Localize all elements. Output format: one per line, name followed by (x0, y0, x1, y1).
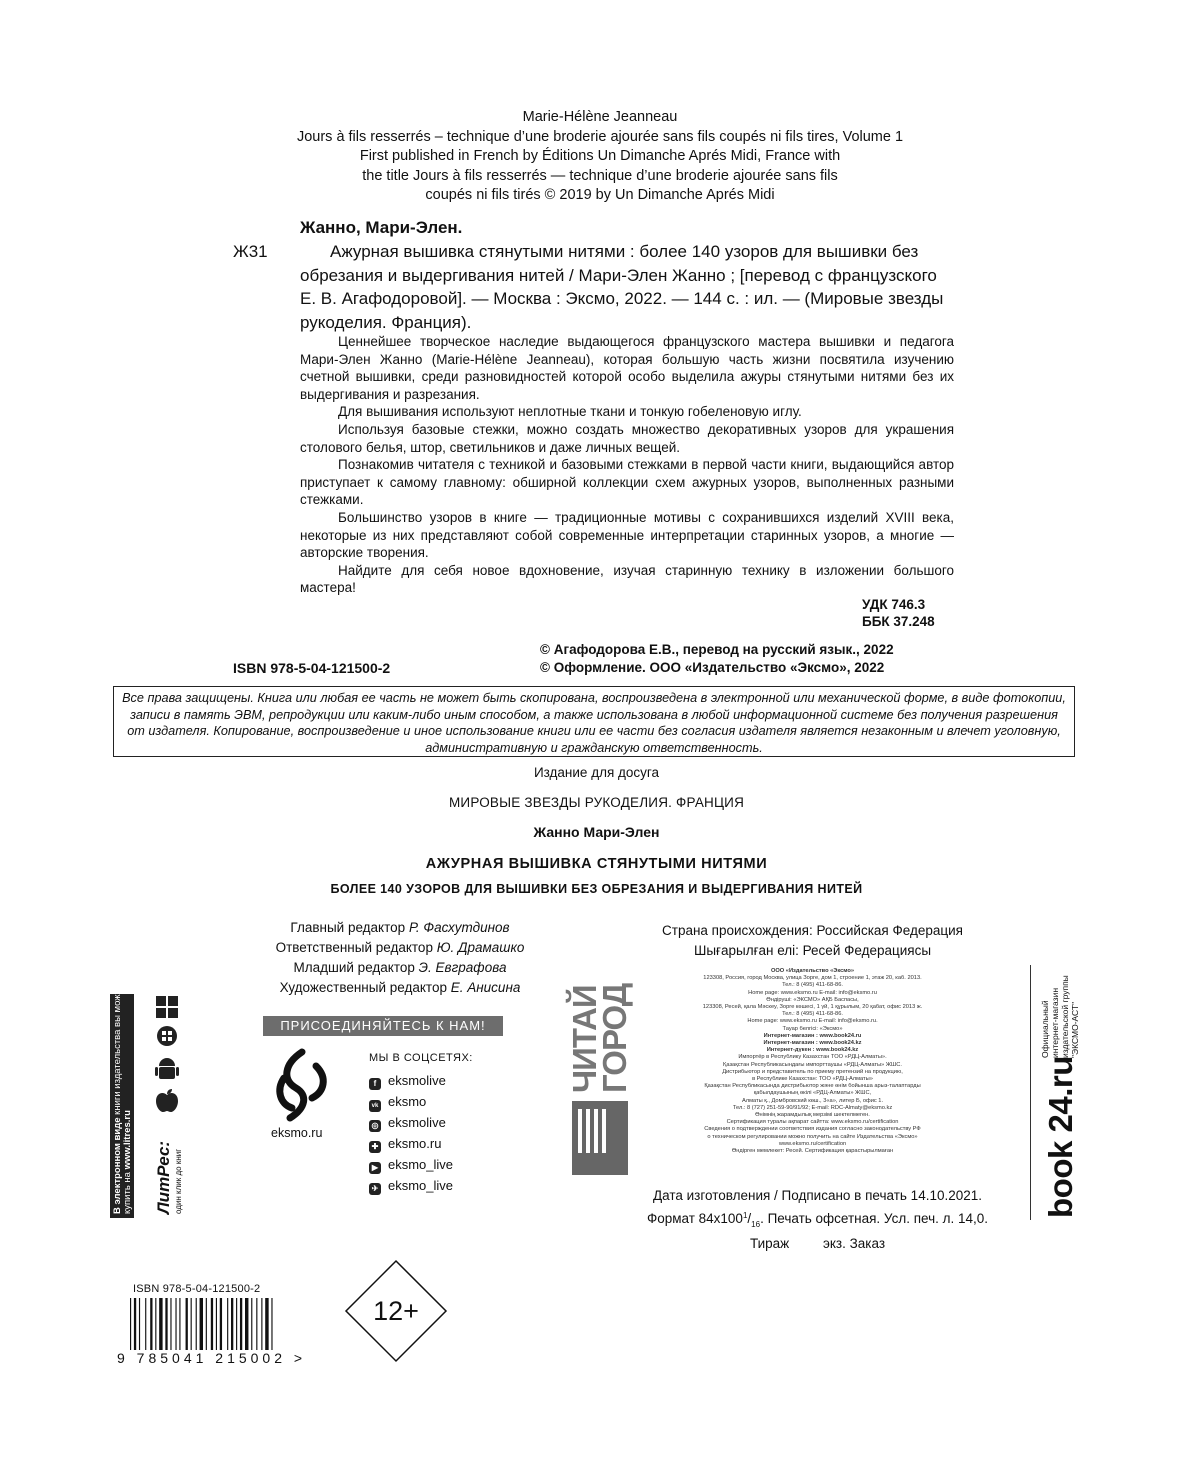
barcode-bar (245, 1298, 248, 1350)
format-separator: / (747, 1210, 752, 1226)
publisher-info-line: Тел.: 8 (495) 411-68-86. (782, 1011, 843, 1018)
android-icon (155, 1058, 179, 1079)
telegram-icon: ✈ (369, 1183, 381, 1195)
book24-desc-line: "ЭКСМО-АСТ" (1070, 1001, 1080, 1058)
publisher-info-line: ООО «Издательство «Эксмо» (770, 968, 855, 974)
social-label: eksmo (388, 1094, 427, 1109)
barcode-bar (145, 1298, 146, 1350)
country-ru: Страна происхождения: Российская Федерация (662, 923, 963, 938)
rights-notice-text: Все права защищены. Книга или любая ее часть не может быть скопирована, воспроизведена в электронной или механической форме, в виде фотокопии, записи в память ЭВМ, репродукции или каким-либо иным способом, а также использована в любой информационной системе без получения разрешения от издателя. Копирование, воспроизведение и иное использование книги или ее части без согласия издателя является незаконным и влечет уголовную, административную и гражданскую ответственность. (122, 691, 1066, 755)
youtube-icon: ▶ (369, 1162, 381, 1174)
format-denominator: 16 (751, 1219, 761, 1229)
book24-desc-line: интернет-магазин (1050, 987, 1060, 1058)
publisher-info-line: Өндірген мемлекет: Ресей. Сертификация қарастырылмаған (731, 1148, 894, 1155)
barcode-bar (150, 1298, 152, 1350)
copyright-block (540, 641, 894, 676)
social-label: eksmo_live (388, 1178, 454, 1193)
edition-author: Жанно Мари-Элен (533, 824, 660, 840)
publisher-info-line: 123308, Ресей, қала Мәскеу, Зорге көшесі, 1 үй, 1 құрылым, 20 қабат, офис 2013 ж. (702, 1004, 923, 1011)
publisher-info (650, 968, 975, 1155)
credit-name: Ю. Драмашко (436, 940, 525, 955)
social-vk (369, 1094, 426, 1110)
publisher-info-line: Дистрибьютор и представитель по приему претензий на продукцию, (722, 1068, 903, 1075)
barcode-bar (196, 1298, 197, 1350)
publisher-info-line: Қазақстан Республикасындағы импорттаушы «РДЦ-Алматы» ЖШС. (723, 1061, 902, 1068)
social-label: eksmolive (388, 1115, 446, 1130)
credit-role: Ответственный редактор (275, 940, 433, 955)
litres-tagline: один клик до книг (174, 1148, 183, 1214)
age-rating-badge (343, 1258, 449, 1364)
litres-banner-text (112, 979, 133, 1214)
annotation (300, 333, 954, 597)
barcode-bar (206, 1298, 207, 1350)
publisher-info-line: Home page: www.eksmo.ru E-mail: info@eksmo.ru. (747, 1018, 878, 1025)
litres-line-2-a: купить на (122, 1169, 133, 1214)
vk-icon: vk (369, 1100, 381, 1112)
copyright-translation: © Агафодорова Е.В., перевод на русский язык., 2022 (540, 642, 894, 657)
barcode-icon (128, 1298, 288, 1350)
edition-title: АЖУРНАЯ ВЫШИВКА СТЯНУТЫМИ НИТЯМИ (425, 856, 768, 872)
windows-phone-icon (157, 1026, 177, 1046)
country-kz: Шығарылған елі: Ресей Федерациясы (693, 943, 932, 958)
catalog-author-heading: Жанно, Мари-Элен. (300, 218, 463, 237)
eksmo-logo-icon (272, 1048, 332, 1122)
publisher-info-line: о техническом регулировании можно получить на сайте Издательства «Эксмо» (707, 1133, 918, 1140)
publisher-info-line: Интернет-магазин : www.book24.ru (763, 1032, 862, 1039)
barcode-bar (227, 1298, 228, 1350)
edition-series: МИРОВЫЕ ЗВЕЗДЫ РУКОДЕЛИЯ. ФРАНЦИЯ (448, 795, 745, 810)
rights-notice-box (113, 686, 1075, 757)
udk-code: УДК 746.3 (862, 597, 926, 612)
litres-banner (110, 979, 134, 1218)
barcode-bar (175, 1298, 176, 1350)
chitai-gorod-text (566, 983, 633, 1093)
litres-url: www.litres.ru (122, 1110, 133, 1170)
print-run: Тираж экз. Заказ (749, 1236, 886, 1251)
windows-icon (156, 996, 178, 1018)
format-suffix: . Печать офсетная. Усл. печ. л. 14,0. (760, 1210, 989, 1226)
publisher-info-line: Алматы қ., Домбровский көш., 3«а», литер Б, офис 1. (741, 1097, 884, 1104)
social-ok (369, 1136, 441, 1152)
barcode-bar (251, 1298, 252, 1350)
litres-brand: ЛитРес: (154, 1140, 173, 1214)
barcode-bar (130, 1298, 131, 1350)
barcode-digits: 9 785041 215002 > (117, 1350, 307, 1366)
publisher-info-line: Өндіруші: «ЭКСМО» АҚБ Баспасы, (766, 996, 859, 1003)
original-rights-line: the title Jours à fils resserrés — technique d’une broderie ajourée sans fils (362, 167, 838, 184)
social-label: eksmo_live (388, 1157, 454, 1172)
social-label: eksmo.ru (388, 1136, 442, 1151)
barcode-bar (240, 1298, 242, 1350)
barcode-bar (139, 1298, 140, 1350)
annotation-paragraph: Найдите для себя новое вдохновение, изучая старинную технику в изложении большого мастера! (300, 562, 954, 596)
credit-name: Э. Евграфова (418, 960, 507, 975)
bbk-code: ББК 37.248 (862, 614, 935, 629)
barcode-bar (159, 1298, 162, 1350)
publisher-info-line: Өнімнің жарамдылық мерзімі шектелмеген. (755, 1112, 870, 1119)
litres-line-1-rest: книги издательства вы можете (112, 979, 123, 1118)
publisher-info-line: Тел.: 8 (727) 251-59-90/91/92; E-mail: RDC-Almaty@eksmo.kz (732, 1104, 893, 1111)
chitai-gorod-line-2: ГОРОД (596, 983, 633, 1093)
facebook-icon: f (369, 1078, 381, 1090)
annotation-paragraph: Используя базовые стежки, можно создать множество декоративных узоров для украшения столового белья, штор, светильников и даже личных вещей. (300, 421, 954, 455)
barcode-bar (200, 1298, 203, 1350)
book24-divider (1030, 965, 1031, 1220)
credit-line (190, 938, 610, 958)
biblio-text: Ажурная вышивка стянутыми нитями : более 140 узоров для вышивки без обрезания и выдергивания нитей / Мари-Элен Жанно ; [перевод с французского Е. В. Агафодоровой]. — Москва : Эксмо, 2022. — 144 с. : ил. — (Мировые звезды рукоделия. Франция). (300, 242, 944, 332)
social-telegram (369, 1178, 453, 1194)
author-code: Ж31 (233, 242, 268, 261)
publisher-info-line: www.eksmo.ru/certification (778, 1140, 847, 1147)
annotation-paragraph: Для вышивания используют неплотные ткани и тонкую гобеленовую иглу. (338, 404, 802, 420)
social-label: eksmolive (388, 1073, 446, 1088)
print-info (610, 1186, 1025, 1254)
credit-role: Младший редактор (293, 960, 415, 975)
credit-role: Художественный редактор (279, 980, 447, 995)
barcode-bar (220, 1298, 222, 1350)
original-rights (200, 108, 1000, 206)
format-prefix: Формат 84x100 (646, 1210, 743, 1226)
book24-desc-line: Официальный (1040, 1000, 1050, 1058)
litres-line-2 (123, 994, 133, 1214)
litres-line-1-bold: В электронном виде (112, 1117, 123, 1214)
credit-line (190, 978, 610, 998)
credit-role: Главный редактор (290, 920, 406, 935)
credit-name: Е. Анисина (450, 980, 521, 995)
publisher-info-line: Тел.: 8 (495) 411-68-86. (782, 982, 843, 989)
publisher-info-line: Интернет-дүкен : www.book24.kz (766, 1047, 859, 1054)
annotation-paragraph: Ценнейшее творческое наследие выдающегося французского мастера вышивки и педагога Мари-Элен Жанно (Marie-Hélène Jeanneau), которая большую часть жизни посвятила изучению счетной вышивки, среди разновидностей которой особо выделила ажуры стянутыми нитями без их выдергивания и разрезания. (300, 334, 954, 402)
barcode-bar (271, 1298, 272, 1350)
platform-icons (153, 994, 183, 1114)
print-date: Дата изготовления / Подписано в печать 14.10.2021. (653, 1188, 982, 1203)
barcode-bar (216, 1298, 217, 1350)
barcode-bar (179, 1298, 180, 1350)
barcode-bar (211, 1298, 213, 1350)
publisher-info-line: 123308, Россия, город Москва, улица Зорге, дом 1, строение 1, этаж 20, каб. 2013. (703, 975, 922, 982)
original-rights-line: coupés ni fils tirés © 2019 by Un Dimanche Aprés Midi (425, 187, 775, 203)
original-rights-line: First published in French by Éditions Un Dimanche Aprés Midi, France with (359, 148, 841, 164)
chitai-gorod-line-1: ЧИТАЙ (566, 985, 603, 1093)
age-rating-text: 12+ (373, 1296, 419, 1326)
publisher-info-line: Импортёр в Республику Казахстан ТОО «РДЦ-Алматы». (738, 1054, 887, 1061)
country-of-origin (625, 921, 1000, 961)
barcode-bar (170, 1298, 171, 1350)
barcode-bar (231, 1298, 233, 1350)
bibliographic-description (300, 240, 954, 334)
barcode-bar (191, 1298, 192, 1350)
book24-description (1040, 963, 1080, 1058)
print-format (610, 1206, 1025, 1235)
barcode-bar (186, 1298, 188, 1350)
publisher-info-line: Тауар белгісі: «Эксмо» (782, 1025, 843, 1032)
credit-line (190, 958, 610, 978)
edition-leisure: Издание для досуга (533, 765, 660, 780)
isbn-main: ISBN 978-5-04-121500-2 (233, 660, 391, 676)
edition-subtitle: БОЛЕЕ 140 УЗОРОВ ДЛЯ ВЫШИВКИ БЕЗ ОБРЕЗАНИЯ И ВЫДЕРГИВАНИЯ НИТЕЙ (330, 882, 863, 896)
barcode-isbn: ISBN 978-5-04-121500-2 (133, 1283, 261, 1295)
format-numerator: 1 (742, 1210, 748, 1220)
copyright-design: © Оформление. ООО «Издательство «Эксмо», 2022 (540, 659, 885, 675)
apple-icon (156, 1089, 178, 1112)
annotation-paragraph: Познакомив читателя с техникой и базовыми стежками в первой части книги, выдающийся автор приступает к самому главному: обширной коллекции схем ажурных узоров, выполненных разными стежками. (300, 457, 954, 508)
publisher-info-line: в Республике Казахстан: ТОО «РДЦ-Алматы» (752, 1076, 873, 1083)
original-rights-line: Marie-Hélène Jeanneau (522, 109, 678, 125)
barcode-bar (236, 1298, 237, 1350)
barcode-bar (265, 1298, 268, 1350)
barcode-bar (134, 1298, 136, 1350)
barcode-bar (165, 1298, 167, 1350)
annotation-paragraph: Большинство узоров в книге — традиционные мотивы с сохранившихся изделий XVIII века, некоторые из них представляют собой современные интерпретации старинных узоров, а многие — авторские творения. (300, 509, 954, 561)
social-instagram (369, 1115, 446, 1131)
book24-desc-line: издательской группы (1060, 975, 1070, 1058)
social-facebook (369, 1073, 446, 1089)
publisher-info-line: қабылдаушының өкілі «РДЦ-Алматы» ЖШС, (753, 1090, 872, 1097)
publisher-info-line: Қазақстан Республикасында дистрибьютор және өнім бойынша арыз-талаптарды (704, 1083, 921, 1090)
eksmo-site: eksmo.ru (271, 1126, 323, 1140)
credit-name: Р. Фасхутдинов (408, 920, 510, 935)
odnoklassniki-icon: ✚ (369, 1141, 381, 1153)
barcode-bar (256, 1298, 257, 1350)
publisher-info-line: Home page: www.eksmo.ru E-mail: info@eksmo.ru (748, 989, 877, 996)
credit-line (190, 918, 610, 938)
social-title: МЫ В СОЦСЕТЯХ: (369, 1052, 473, 1064)
original-rights-line: Jours à fils resserrés – technique d’une broderie ajourée sans fils coupés ni fils tires, Volume 1 (296, 128, 904, 145)
chitai-gorod-book-icon (572, 1101, 628, 1175)
book24-brand: book 24.ru (1042, 1056, 1079, 1218)
editorial-credits (190, 918, 610, 998)
join-us-banner: ПРИСОЕДИНЯЙТЕСЬ К НАМ! (263, 1016, 503, 1036)
instagram-icon: ◎ (369, 1120, 381, 1132)
barcode-bar (261, 1298, 262, 1350)
publisher-info-line: Сведения о подтверждении соответствия издания согласно законодательству РФ (704, 1126, 921, 1133)
classification-codes (862, 596, 935, 630)
publisher-info-line: Интернет-магазин : www.book24.kz (763, 1040, 862, 1047)
publisher-info-line: Сертификация туралы ақпарат сайтта: www.eksmo.ru/certification (726, 1119, 899, 1126)
social-youtube (369, 1157, 453, 1173)
chitai-gorod-logo (566, 983, 633, 1177)
barcode-bar (155, 1298, 156, 1350)
